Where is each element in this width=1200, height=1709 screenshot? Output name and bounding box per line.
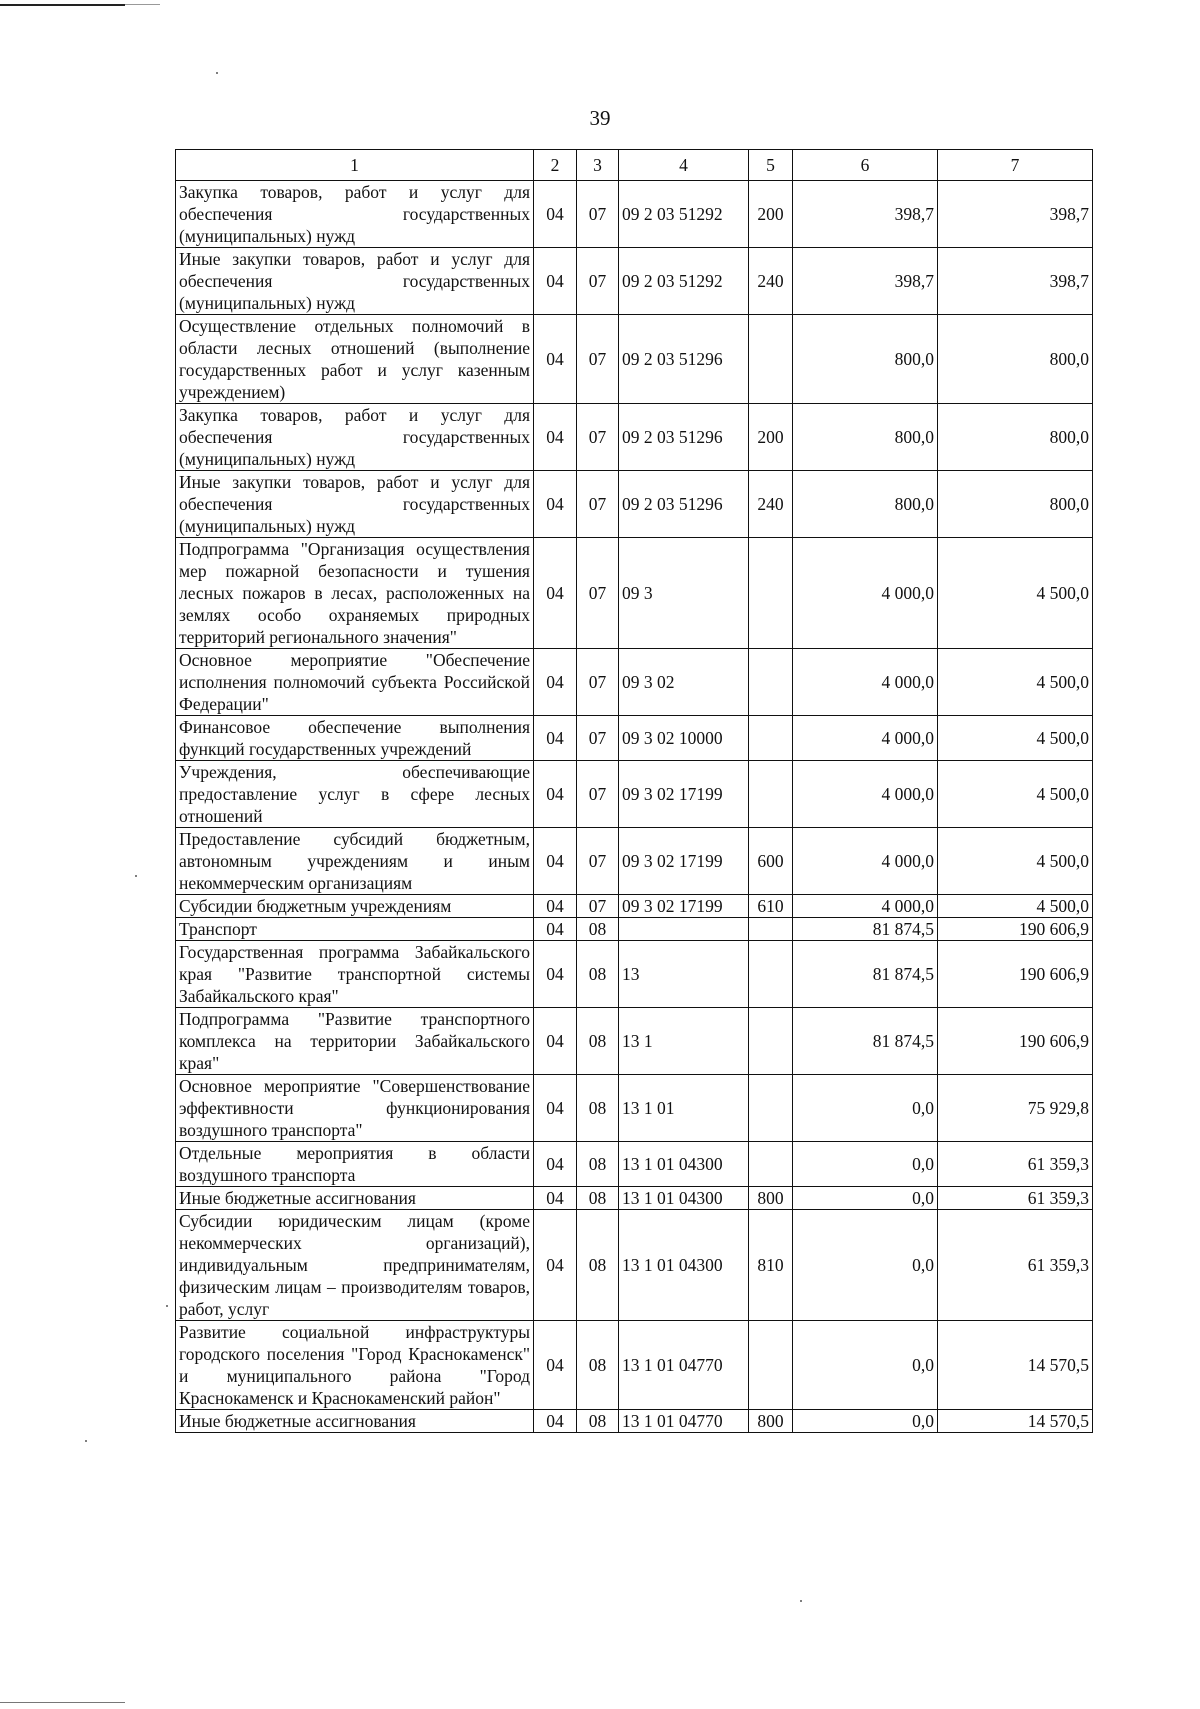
amount-year2-cell: 190 606,9 (938, 1008, 1093, 1075)
subsection-code-cell: 08 (577, 1075, 619, 1142)
expense-type-cell (749, 918, 793, 941)
section-code-cell: 04 (534, 248, 577, 315)
column-header: 4 (619, 150, 749, 181)
amount-year2-cell: 4 500,0 (938, 895, 1093, 918)
section-code-cell: 04 (534, 471, 577, 538)
subsection-code-cell: 08 (577, 941, 619, 1008)
amount-year2-cell: 14 570,5 (938, 1410, 1093, 1433)
section-code-cell: 04 (534, 716, 577, 761)
amount-year1-cell: 0,0 (793, 1142, 938, 1187)
scan-speck (216, 72, 218, 74)
item-name-cell: Субсидии бюджетным учреждениям (176, 895, 534, 918)
target-article-cell: 09 3 02 10000 (619, 716, 749, 761)
column-header: 5 (749, 150, 793, 181)
subsection-code-cell: 08 (577, 1008, 619, 1075)
scan-artifact-line (125, 4, 160, 5)
subsection-code-cell: 07 (577, 828, 619, 895)
amount-year1-cell: 0,0 (793, 1210, 938, 1321)
table-row (176, 895, 1093, 918)
expense-type-cell (749, 761, 793, 828)
section-code-cell: 04 (534, 1410, 577, 1433)
page-number: 39 (589, 106, 611, 130)
expense-type-cell: 240 (749, 248, 793, 315)
amount-year2-cell: 4 500,0 (938, 538, 1093, 649)
amount-year1-cell: 4 000,0 (793, 649, 938, 716)
table-row (176, 1210, 1093, 1321)
amount-year1-cell: 0,0 (793, 1410, 938, 1433)
section-code-cell: 04 (534, 181, 577, 248)
amount-year1-cell: 0,0 (793, 1321, 938, 1410)
scan-artifact-line (0, 1702, 125, 1703)
amount-year1-cell: 81 874,5 (793, 1008, 938, 1075)
subsection-code-cell: 07 (577, 471, 619, 538)
section-code-cell: 04 (534, 1075, 577, 1142)
amount-year1-cell: 4 000,0 (793, 716, 938, 761)
item-name-cell: Основное мероприятие "Обеспечение исполнения полномочий субъекта Российской Федерации" (176, 649, 534, 716)
subsection-code-cell: 07 (577, 248, 619, 315)
amount-year2-cell: 4 500,0 (938, 716, 1093, 761)
item-name-cell: Иные закупки товаров, работ и услуг для обеспечения государственных (муниципальных) нужд (176, 471, 534, 538)
amount-year1-cell: 800,0 (793, 471, 938, 538)
table-row (176, 315, 1093, 404)
item-name-cell: Закупка товаров, работ и услуг для обеспечения государственных (муниципальных) нужд (176, 181, 534, 248)
expense-type-cell (749, 1142, 793, 1187)
amount-year1-cell: 4 000,0 (793, 538, 938, 649)
column-header: 2 (534, 150, 577, 181)
section-code-cell: 04 (534, 941, 577, 1008)
target-article-cell: 09 2 03 51296 (619, 471, 749, 538)
table-row (176, 1075, 1093, 1142)
expense-type-cell: 610 (749, 895, 793, 918)
column-header: 7 (938, 150, 1093, 181)
section-code-cell: 04 (534, 1142, 577, 1187)
section-code-cell: 04 (534, 538, 577, 649)
table-row (176, 248, 1093, 315)
item-name-cell: Подпрограмма "Развитие транспортного комплекса на территории Забайкальского края" (176, 1008, 534, 1075)
target-article-cell: 09 2 03 51296 (619, 404, 749, 471)
subsection-code-cell: 08 (577, 1187, 619, 1210)
column-header: 6 (793, 150, 938, 181)
amount-year2-cell: 4 500,0 (938, 761, 1093, 828)
amount-year2-cell: 800,0 (938, 404, 1093, 471)
amount-year1-cell: 0,0 (793, 1075, 938, 1142)
target-article-cell: 13 1 01 (619, 1075, 749, 1142)
expense-type-cell: 800 (749, 1187, 793, 1210)
subsection-code-cell: 07 (577, 895, 619, 918)
table-row (176, 471, 1093, 538)
target-article-cell: 09 2 03 51296 (619, 315, 749, 404)
scan-artifact-line (0, 4, 125, 6)
subsection-code-cell: 07 (577, 716, 619, 761)
expense-type-cell: 200 (749, 181, 793, 248)
item-name-cell: Отдельные мероприятия в области воздушного транспорта (176, 1142, 534, 1187)
scan-speck (166, 1305, 168, 1307)
table-row (176, 649, 1093, 716)
subsection-code-cell: 08 (577, 1321, 619, 1410)
section-code-cell: 04 (534, 761, 577, 828)
target-article-cell: 13 1 (619, 1008, 749, 1075)
expense-type-cell (749, 1008, 793, 1075)
header-row (176, 150, 1093, 181)
table-row (176, 716, 1093, 761)
subsection-code-cell: 07 (577, 315, 619, 404)
amount-year2-cell: 61 359,3 (938, 1210, 1093, 1321)
table-row (176, 1321, 1093, 1410)
section-code-cell: 04 (534, 918, 577, 941)
target-article-cell: 09 3 (619, 538, 749, 649)
subsection-code-cell: 07 (577, 761, 619, 828)
item-name-cell: Иные бюджетные ассигнования (176, 1410, 534, 1433)
amount-year2-cell: 190 606,9 (938, 941, 1093, 1008)
target-article-cell: 09 3 02 17199 (619, 895, 749, 918)
table-row (176, 404, 1093, 471)
budget-table (175, 149, 1093, 1433)
item-name-cell: Транспорт (176, 918, 534, 941)
amount-year2-cell: 14 570,5 (938, 1321, 1093, 1410)
amount-year1-cell: 81 874,5 (793, 941, 938, 1008)
table-row (176, 1142, 1093, 1187)
item-name-cell: Подпрограмма "Организация осуществления мер пожарной безопасности и тушения лесных пожаров в лесах, расположенных на землях особо охраняемых природных территорий регионального значения" (176, 538, 534, 649)
item-name-cell: Развитие социальной инфраструктуры городского поселения "Город Краснокаменск" и муниципального района "Город Краснокаменск и Краснокаменский район" (176, 1321, 534, 1410)
target-article-cell: 13 1 01 04300 (619, 1187, 749, 1210)
item-name-cell: Осуществление отдельных полномочий в области лесных отношений (выполнение государственных работ и услуг казенным учреждением) (176, 315, 534, 404)
scan-speck (85, 1440, 87, 1442)
table-row (176, 828, 1093, 895)
target-article-cell: 09 3 02 17199 (619, 828, 749, 895)
expense-type-cell: 600 (749, 828, 793, 895)
target-article-cell: 09 3 02 (619, 649, 749, 716)
column-header: 3 (577, 150, 619, 181)
amount-year1-cell: 81 874,5 (793, 918, 938, 941)
target-article-cell: 13 1 01 04770 (619, 1410, 749, 1433)
amount-year1-cell: 398,7 (793, 248, 938, 315)
section-code-cell: 04 (534, 895, 577, 918)
table-row (176, 1187, 1093, 1210)
item-name-cell: Финансовое обеспечение выполнения функций государственных учреждений (176, 716, 534, 761)
target-article-cell: 13 1 01 04770 (619, 1321, 749, 1410)
amount-year1-cell: 4 000,0 (793, 761, 938, 828)
section-code-cell: 04 (534, 649, 577, 716)
amount-year1-cell: 0,0 (793, 1187, 938, 1210)
subsection-code-cell: 07 (577, 538, 619, 649)
table-row (176, 918, 1093, 941)
amount-year1-cell: 4 000,0 (793, 895, 938, 918)
table-row (176, 1008, 1093, 1075)
expense-type-cell (749, 649, 793, 716)
section-code-cell: 04 (534, 828, 577, 895)
scan-speck (800, 1600, 802, 1602)
amount-year2-cell: 61 359,3 (938, 1142, 1093, 1187)
item-name-cell: Субсидии юридическим лицам (кроме некоммерческих организаций), индивидуальным предпринимателям, физическим лицам – производителям товаров, работ, услуг (176, 1210, 534, 1321)
target-article-cell: 13 1 01 04300 (619, 1142, 749, 1187)
item-name-cell: Иные закупки товаров, работ и услуг для обеспечения государственных (муниципальных) нужд (176, 248, 534, 315)
amount-year1-cell: 4 000,0 (793, 828, 938, 895)
section-code-cell: 04 (534, 1008, 577, 1075)
column-header: 1 (176, 150, 534, 181)
amount-year1-cell: 800,0 (793, 404, 938, 471)
target-article-cell: 09 2 03 51292 (619, 248, 749, 315)
expense-type-cell (749, 716, 793, 761)
expense-type-cell (749, 1321, 793, 1410)
subsection-code-cell: 07 (577, 181, 619, 248)
expense-type-cell: 200 (749, 404, 793, 471)
subsection-code-cell: 07 (577, 404, 619, 471)
expense-type-cell (749, 941, 793, 1008)
expense-type-cell (749, 315, 793, 404)
table-body (176, 181, 1093, 1433)
section-code-cell: 04 (534, 1321, 577, 1410)
table-row (176, 941, 1093, 1008)
table-row (176, 181, 1093, 248)
amount-year2-cell: 75 929,8 (938, 1075, 1093, 1142)
expense-type-cell (749, 538, 793, 649)
item-name-cell: Иные бюджетные ассигнования (176, 1187, 534, 1210)
amount-year2-cell: 800,0 (938, 471, 1093, 538)
expense-type-cell: 800 (749, 1410, 793, 1433)
amount-year2-cell: 398,7 (938, 181, 1093, 248)
section-code-cell: 04 (534, 1187, 577, 1210)
table-row (176, 761, 1093, 828)
subsection-code-cell: 08 (577, 1142, 619, 1187)
subsection-code-cell: 08 (577, 1410, 619, 1433)
amount-year2-cell: 4 500,0 (938, 828, 1093, 895)
amount-year2-cell: 800,0 (938, 315, 1093, 404)
item-name-cell: Государственная программа Забайкальского края "Развитие транспортной системы Забайкальского края" (176, 941, 534, 1008)
amount-year1-cell: 800,0 (793, 315, 938, 404)
target-article-cell: 13 (619, 941, 749, 1008)
amount-year2-cell: 398,7 (938, 248, 1093, 315)
section-code-cell: 04 (534, 315, 577, 404)
target-article-cell: 13 1 01 04300 (619, 1210, 749, 1321)
expense-type-cell (749, 1075, 793, 1142)
target-article-cell: 09 2 03 51292 (619, 181, 749, 248)
table-row (176, 1410, 1093, 1433)
amount-year2-cell: 61 359,3 (938, 1187, 1093, 1210)
subsection-code-cell: 08 (577, 1210, 619, 1321)
expense-type-cell: 240 (749, 471, 793, 538)
item-name-cell: Предоставление субсидий бюджетным, автономным учреждениям и иным некоммерческим организациям (176, 828, 534, 895)
amount-year1-cell: 398,7 (793, 181, 938, 248)
scan-speck (135, 875, 137, 877)
target-article-cell: 09 3 02 17199 (619, 761, 749, 828)
table-row (176, 538, 1093, 649)
section-code-cell: 04 (534, 404, 577, 471)
subsection-code-cell: 07 (577, 649, 619, 716)
expense-type-cell: 810 (749, 1210, 793, 1321)
amount-year2-cell: 4 500,0 (938, 649, 1093, 716)
subsection-code-cell: 08 (577, 918, 619, 941)
target-article-cell (619, 918, 749, 941)
item-name-cell: Учреждения, обеспечивающие предоставление услуг в сфере лесных отношений (176, 761, 534, 828)
section-code-cell: 04 (534, 1210, 577, 1321)
amount-year2-cell: 190 606,9 (938, 918, 1093, 941)
item-name-cell: Основное мероприятие "Совершенствование эффективности функционирования воздушного транспорта" (176, 1075, 534, 1142)
item-name-cell: Закупка товаров, работ и услуг для обеспечения государственных (муниципальных) нужд (176, 404, 534, 471)
